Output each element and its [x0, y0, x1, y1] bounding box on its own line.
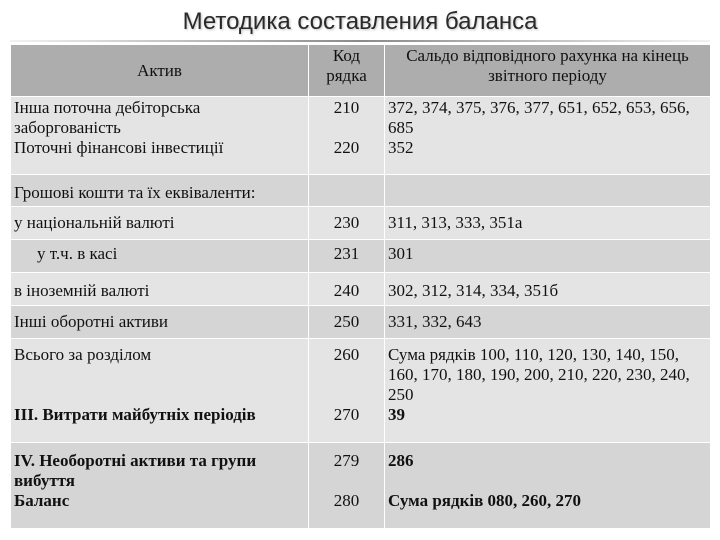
row-code-250: 250 [309, 306, 385, 339]
row-accounts-210: 372, 374, 375, 376, 377, 651, 652, 653, 656, 685 [388, 98, 690, 137]
title-divider [10, 40, 710, 42]
row-code-220: 220 [333, 138, 360, 157]
row-accounts-280: Сума рядків 080, 260, 270 [388, 491, 582, 510]
row-accounts-250: 331, 332, 643 [385, 306, 711, 339]
table-cell-name [11, 443, 309, 529]
row-accounts-260: Сума рядків 100, 110, 120, 130, 140, 150, 160, 170, 180, 190, 200, 210, 220, 230, 240, 250 [388, 345, 690, 404]
row-accounts-cash [385, 175, 711, 207]
table-cell-accounts [385, 443, 711, 529]
row-code-260: 260 [333, 345, 360, 364]
row-label-balance: Баланс [14, 491, 70, 510]
table-cell-name [11, 97, 309, 175]
table-cell-accounts [385, 339, 711, 443]
row-code-230: 230 [309, 207, 385, 240]
table-cell-name [11, 339, 309, 443]
row-accounts-231: 301 [385, 240, 711, 273]
table-cell-code [309, 97, 385, 175]
row-accounts-270: 39 [388, 405, 405, 424]
row-label-deferred-expenses: ІІІ. Витрати майбутніх періодів [14, 405, 256, 424]
row-label-cash-desk: у т.ч. в касі [11, 240, 309, 273]
row-label-national-currency: у національній валюті [11, 207, 309, 240]
header-asset: Актив [11, 45, 309, 97]
row-code-270: 270 [333, 405, 360, 424]
slide-title: Методика составления баланса [182, 8, 538, 35]
row-accounts-230: 311, 313, 333, 351а [385, 207, 711, 240]
row-code-210: 210 [333, 98, 360, 117]
row-label-section-total: Всього за розділом [14, 345, 152, 364]
row-accounts-240: 302, 312, 314, 334, 351б [385, 273, 711, 306]
table-cell-code [309, 339, 385, 443]
row-label-cash: Грошові кошти та їх еквіваленти: [11, 175, 309, 207]
header-row-code: Код рядка [309, 45, 385, 97]
row-label-other-receivables: Інша поточна дебіторська заборгованість [14, 98, 201, 137]
row-code-240: 240 [309, 273, 385, 306]
balance-table [10, 44, 711, 529]
row-label-other-current-assets: Інші оборотні активи [11, 306, 309, 339]
row-code-279: 279 [333, 451, 360, 470]
row-code-cash [309, 175, 385, 207]
row-code-231: 231 [309, 240, 385, 273]
row-label-noncurrent-assets: ІV. Необоротні активи та групи вибуття [14, 451, 257, 490]
row-label-financial-investments: Поточні фінансові інвестиції [14, 138, 224, 157]
row-accounts-279: 286 [388, 451, 414, 470]
header-account-balance: Сальдо відповідного рахунка на кінець звітного періоду [385, 45, 711, 97]
table-cell-accounts [385, 97, 711, 175]
row-label-foreign-currency: в іноземній валюті [11, 273, 309, 306]
row-code-280: 280 [333, 491, 360, 510]
row-accounts-220: 352 [388, 138, 414, 157]
table-cell-code [309, 443, 385, 529]
